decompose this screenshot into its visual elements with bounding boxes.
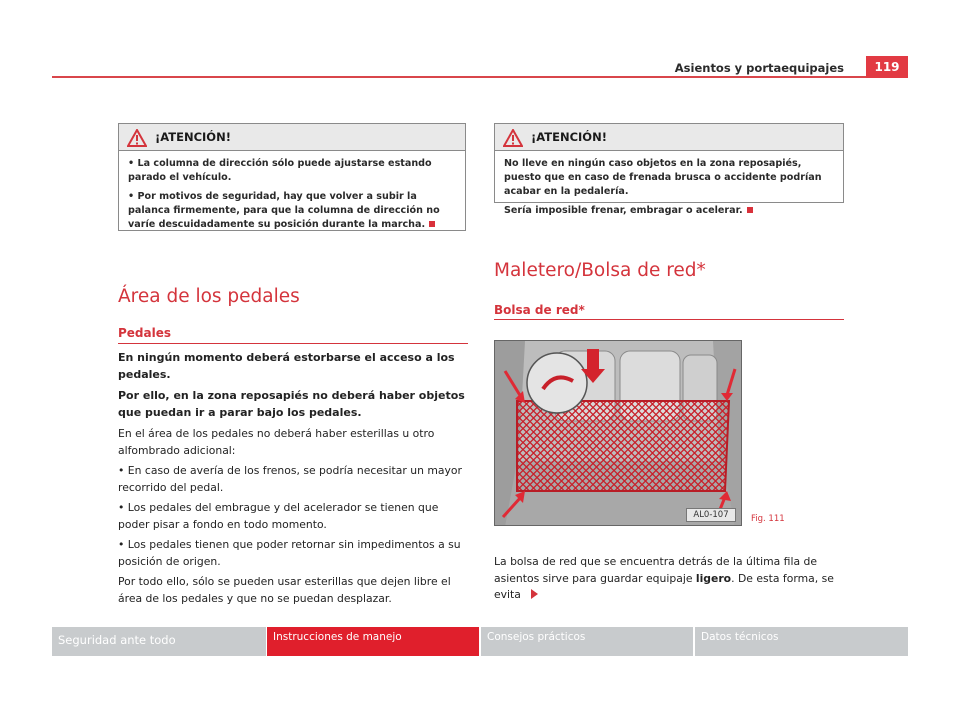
section-heading-trunk: Maletero/Bolsa de red* xyxy=(494,260,706,281)
footer-tab-tips[interactable]: Consejos prácticos xyxy=(481,627,693,656)
footer-tab-operation[interactable]: Instrucciones de manejo xyxy=(267,627,479,656)
header-rule xyxy=(52,76,866,78)
subheading-net: Bolsa de red* xyxy=(494,303,585,317)
warning-title: ¡ATENCIÓN! xyxy=(155,130,231,144)
trunk-net-illustration xyxy=(495,341,742,526)
subheading-rule xyxy=(118,343,468,344)
figure-caption: Fig. 111 xyxy=(751,514,785,524)
warning-header xyxy=(119,124,465,151)
paragraph: En el área de los pedales no deberá haber esterillas u otro alfombrado adicional: xyxy=(118,427,435,457)
trunk-net-figure xyxy=(494,340,742,526)
warning-triangle-icon xyxy=(127,129,147,147)
subheading-pedals: Pedales xyxy=(118,326,172,340)
end-square-icon xyxy=(747,207,753,213)
warning-item: No lleve en ningún caso objetos en la zona reposapiés, puesto que en caso de frenada brusca o accidente podrían acabar en la pedalería. xyxy=(504,158,822,197)
paragraph: • Los pedales tienen que poder retornar sin impedimentos a su posición de origen. xyxy=(118,538,461,568)
warning-box-left xyxy=(118,123,466,231)
warning-item: • Por motivos de seguridad, hay que volver a subir la palanca firmemente, para que la columna de dirección no varíe descuidadamente su posición durante la marcha. xyxy=(128,191,440,230)
section-heading-pedals: Área de los pedales xyxy=(118,286,300,307)
paragraph: . De esta forma, se evita xyxy=(494,571,834,601)
subheading-rule xyxy=(494,319,844,320)
paragraph: • Los pedales del embrague y del acelerador se tienen que poder pisar a fondo en todo momento. xyxy=(118,501,439,531)
paragraph: La bolsa de red que se encuentra detrás de la última fila de asientos sirve para guardar equipaje xyxy=(494,555,817,585)
footer-tab-safety[interactable]: Seguridad ante todo xyxy=(52,627,266,656)
net-body xyxy=(494,554,844,604)
end-square-icon xyxy=(429,221,435,227)
page-number: 119 xyxy=(866,56,908,78)
warning-triangle-icon xyxy=(503,129,523,147)
paragraph: Por todo ello, sólo se pueden usar esterillas que dejen libre el área de los pedales y que no se puedan desplazar. xyxy=(118,575,451,605)
warning-title: ¡ATENCIÓN! xyxy=(531,130,607,144)
figure-code: AL0-107 xyxy=(686,508,736,522)
footer-tab-technical[interactable]: Datos técnicos xyxy=(695,627,908,656)
warning-box-right xyxy=(494,123,844,216)
pedals-body xyxy=(118,350,470,611)
warning-header xyxy=(495,124,843,151)
bold-line: En ningún momento deberá estorbarse el acceso a los pedales. xyxy=(118,351,455,381)
continue-arrow-icon xyxy=(531,589,538,599)
bold-word: ligero xyxy=(695,571,732,585)
warning-item: • La columna de dirección sólo puede ajustarse estando parado el vehículo. xyxy=(128,158,432,183)
running-header: Asientos y portaequipajes xyxy=(674,61,844,75)
bold-line: Por ello, en la zona reposapiés no deberá haber objetos que puedan ir a parar bajo los pedales. xyxy=(118,389,465,419)
warning-item: Sería imposible frenar, embragar o acelerar. xyxy=(504,205,743,216)
paragraph: • En caso de avería de los frenos, se podría necesitar un mayor recorrido del pedal. xyxy=(118,464,462,494)
